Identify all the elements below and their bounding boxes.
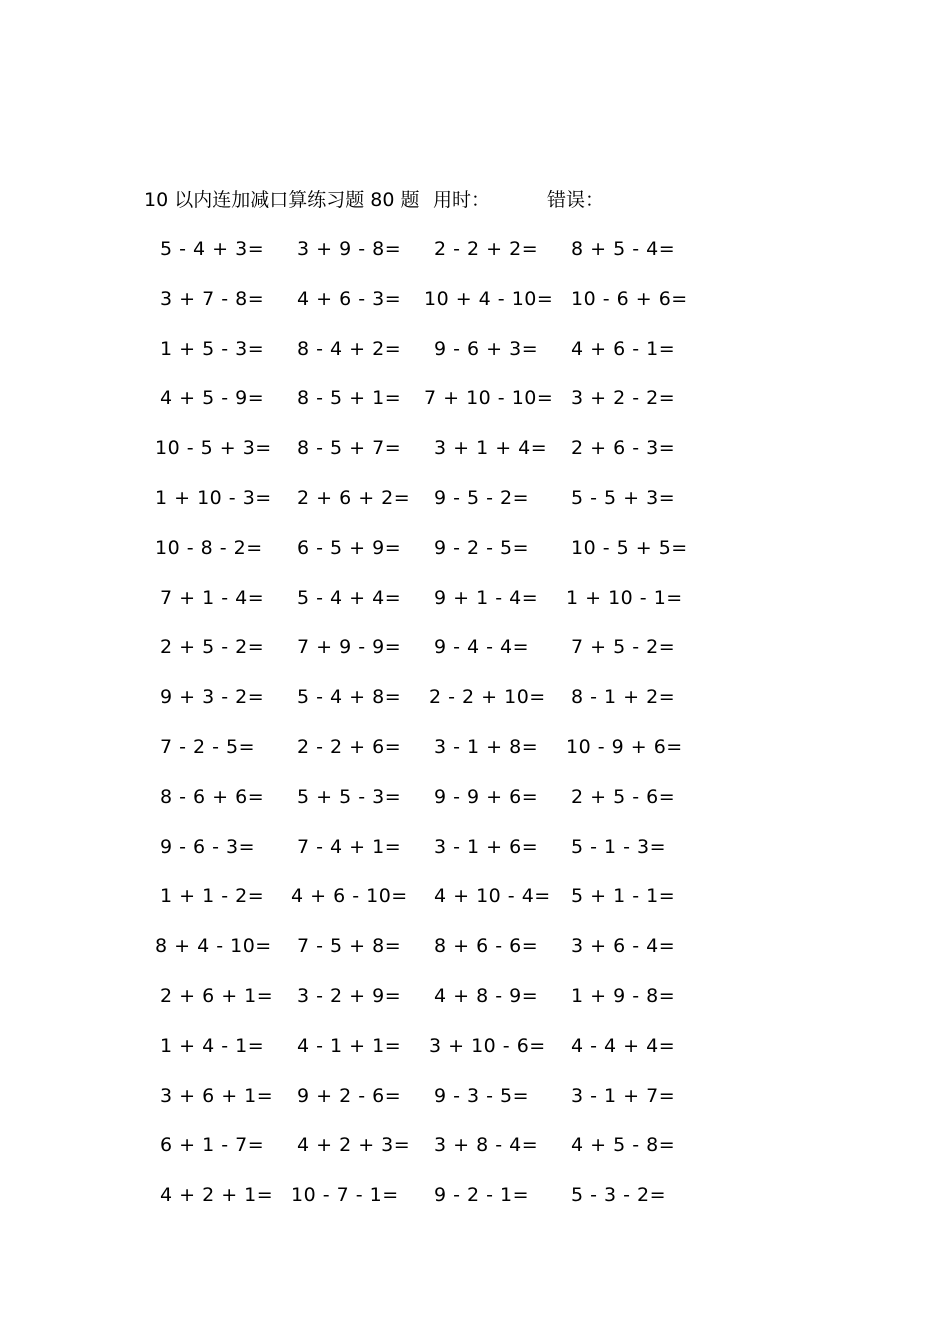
problem-row xyxy=(0,334,950,384)
problem-item: 6 - 5 + 9= xyxy=(297,536,402,559)
problem-item: 10 - 9 + 6= xyxy=(566,735,683,758)
problem-item: 5 - 4 + 4= xyxy=(297,586,402,609)
problem-item: 2 + 5 - 2= xyxy=(160,636,265,659)
problem-item: 3 + 6 + 1= xyxy=(160,1084,274,1107)
problem-row xyxy=(0,1130,950,1180)
problem-item: 8 - 6 + 6= xyxy=(160,785,265,808)
problem-item: 9 - 9 + 6= xyxy=(434,785,539,808)
problem-item: 9 - 6 - 3= xyxy=(160,835,256,858)
problem-item: 4 + 8 - 9= xyxy=(434,984,539,1007)
problem-item: 1 + 1 - 2= xyxy=(160,885,265,908)
problem-item: 1 + 9 - 8= xyxy=(571,984,676,1007)
problem-row xyxy=(0,682,950,732)
problem-item: 3 - 2 + 9= xyxy=(297,984,402,1007)
problem-item: 7 - 2 - 5= xyxy=(160,735,256,758)
problem-item: 4 + 10 - 4= xyxy=(434,885,551,908)
problem-item: 8 - 5 + 1= xyxy=(297,387,402,410)
problem-row xyxy=(0,782,950,832)
problem-item: 1 + 10 - 3= xyxy=(155,486,272,509)
problem-row xyxy=(0,433,950,483)
problem-item: 5 - 3 - 2= xyxy=(571,1184,667,1207)
problem-item: 2 + 6 + 2= xyxy=(297,486,411,509)
problem-item: 7 + 9 - 9= xyxy=(297,636,402,659)
problem-item: 8 + 4 - 10= xyxy=(155,935,272,958)
problem-item: 4 + 6 - 3= xyxy=(297,287,402,310)
problem-item: 3 + 7 - 8= xyxy=(160,287,265,310)
problem-item: 10 + 4 - 10= xyxy=(424,287,554,310)
problem-item: 5 - 1 - 3= xyxy=(571,835,667,858)
problem-row xyxy=(0,931,950,981)
problem-item: 10 - 5 + 5= xyxy=(571,536,688,559)
problem-item: 9 - 2 - 1= xyxy=(434,1184,530,1207)
problem-item: 3 - 1 + 7= xyxy=(571,1084,676,1107)
problem-row xyxy=(0,732,950,782)
problem-item: 3 + 10 - 6= xyxy=(429,1034,546,1057)
problem-item: 3 + 6 - 4= xyxy=(571,935,676,958)
problem-item: 8 - 1 + 2= xyxy=(571,686,676,709)
problem-row xyxy=(0,1180,950,1230)
problem-item: 4 + 2 + 1= xyxy=(160,1184,274,1207)
problem-row xyxy=(0,583,950,633)
problem-item: 5 - 4 + 3= xyxy=(160,238,265,260)
error-count-label: 错误： xyxy=(547,189,605,211)
problem-item: 4 + 5 - 8= xyxy=(571,1134,676,1157)
problem-item: 4 + 2 + 3= xyxy=(297,1134,411,1157)
problem-item: 2 + 6 - 3= xyxy=(571,437,676,460)
problem-item: 9 - 5 - 2= xyxy=(434,486,530,509)
problem-item: 6 + 1 - 7= xyxy=(160,1134,265,1157)
problem-item: 4 + 5 - 9= xyxy=(160,387,265,410)
problem-row xyxy=(0,1031,950,1081)
problem-item: 7 + 1 - 4= xyxy=(160,586,265,609)
problem-item: 7 + 10 - 10= xyxy=(424,387,554,410)
problem-row xyxy=(0,483,950,533)
problem-item: 3 + 1 + 4= xyxy=(434,437,548,460)
problem-item: 7 - 4 + 1= xyxy=(297,835,402,858)
problem-item: 9 + 3 - 2= xyxy=(160,686,265,709)
problem-item: 8 - 5 + 7= xyxy=(297,437,402,460)
problem-item: 4 - 4 + 4= xyxy=(571,1034,676,1057)
problem-row xyxy=(0,632,950,682)
problem-item: 2 - 2 + 6= xyxy=(297,735,402,758)
problem-item: 3 + 9 - 8= xyxy=(297,238,402,260)
problem-item: 5 + 1 - 1= xyxy=(571,885,676,908)
problem-row xyxy=(0,234,950,284)
problem-item: 1 + 4 - 1= xyxy=(160,1034,265,1057)
problem-item: 2 - 2 + 2= xyxy=(434,238,539,260)
problem-item: 10 - 5 + 3= xyxy=(155,437,272,460)
problem-row xyxy=(0,1081,950,1131)
problem-item: 8 - 4 + 2= xyxy=(297,337,402,360)
problem-item: 1 + 5 - 3= xyxy=(160,337,265,360)
problem-item: 9 - 2 - 5= xyxy=(434,536,530,559)
problem-item: 8 + 5 - 4= xyxy=(571,238,676,260)
problem-item: 10 - 6 + 6= xyxy=(571,287,688,310)
problem-item: 3 + 2 - 2= xyxy=(571,387,676,410)
problem-item: 3 - 1 + 8= xyxy=(434,735,539,758)
problem-item: 5 + 5 - 3= xyxy=(297,785,402,808)
problem-item: 8 + 6 - 6= xyxy=(434,935,539,958)
problem-grid xyxy=(0,234,950,1230)
problem-item: 5 - 5 + 3= xyxy=(571,486,676,509)
problem-item: 4 + 6 - 10= xyxy=(291,885,408,908)
problem-item: 2 - 2 + 10= xyxy=(429,686,546,709)
problem-item: 2 + 5 - 6= xyxy=(571,785,676,808)
problem-item: 9 - 6 + 3= xyxy=(434,337,539,360)
problem-item: 10 - 8 - 2= xyxy=(155,536,263,559)
problem-row xyxy=(0,981,950,1031)
problem-item: 9 + 1 - 4= xyxy=(434,586,539,609)
problem-item: 4 - 1 + 1= xyxy=(297,1034,402,1057)
worksheet-title: 10 以内连加减口算练习题 80 题 xyxy=(144,189,420,211)
problem-item: 5 - 4 + 8= xyxy=(297,686,402,709)
time-used-label: 用时： xyxy=(433,189,491,211)
problem-item: 3 + 8 - 4= xyxy=(434,1134,539,1157)
problem-row xyxy=(0,383,950,433)
problem-item: 7 + 5 - 2= xyxy=(571,636,676,659)
problem-item: 1 + 10 - 1= xyxy=(566,586,683,609)
problem-row xyxy=(0,533,950,583)
problem-item: 9 - 4 - 4= xyxy=(434,636,530,659)
problem-item: 9 + 2 - 6= xyxy=(297,1084,402,1107)
problem-item: 7 - 5 + 8= xyxy=(297,935,402,958)
problem-row xyxy=(0,881,950,931)
problem-item: 10 - 7 - 1= xyxy=(291,1184,399,1207)
problem-row xyxy=(0,284,950,334)
problem-item: 4 + 6 - 1= xyxy=(571,337,676,360)
problem-item: 2 + 6 + 1= xyxy=(160,984,274,1007)
problem-row xyxy=(0,832,950,882)
problem-item: 9 - 3 - 5= xyxy=(434,1084,530,1107)
problem-item: 3 - 1 + 6= xyxy=(434,835,539,858)
